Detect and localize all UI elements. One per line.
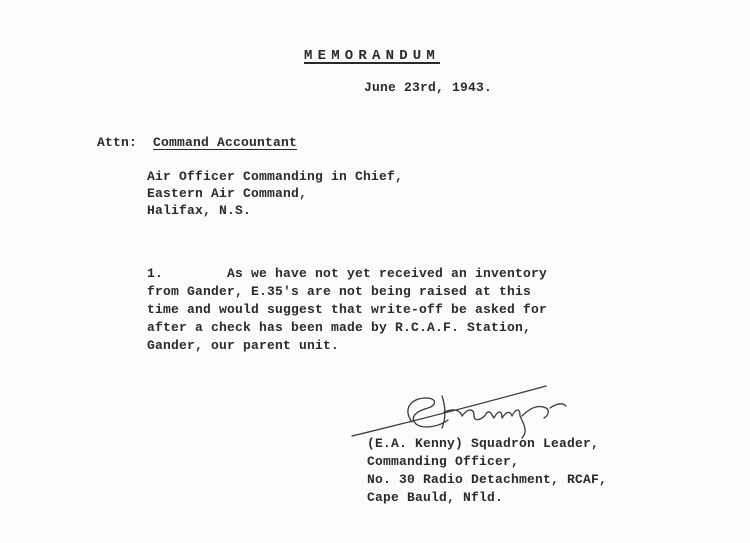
body-line-1: 1. As we have not yet received an inventory <box>147 266 548 281</box>
attn-label: Attn: <box>97 135 138 150</box>
body-line-2: from Gander, E.35's are not being raised at this <box>147 284 532 299</box>
address-line-1: Air Officer Commanding in Chief, <box>147 169 404 184</box>
memo-title: MEMORANDUM <box>304 48 441 64</box>
attn-recipient: Command Accountant <box>153 135 298 150</box>
memo-date: June 23rd, 1943. <box>364 80 493 95</box>
signatory-line-4: Cape Bauld, Nfld. <box>367 490 504 505</box>
address-line-3: Halifax, N.S. <box>147 203 252 218</box>
body-line-3: time and would suggest that write-off be asked for <box>147 302 548 317</box>
body-line-4: after a check has been made by R.C.A.F. Station, <box>147 320 532 335</box>
signatory-line-3: No. 30 Radio Detachment, RCAF, <box>367 472 608 487</box>
signatory-line-1: (E.A. Kenny) Squadron Leader, <box>367 436 600 451</box>
attn-line <box>97 135 297 151</box>
address-line-2: Eastern Air Command, <box>147 186 308 201</box>
body-line-5: Gander, our parent unit. <box>147 338 340 353</box>
signatory-line-2: Commanding Officer, <box>367 454 520 469</box>
